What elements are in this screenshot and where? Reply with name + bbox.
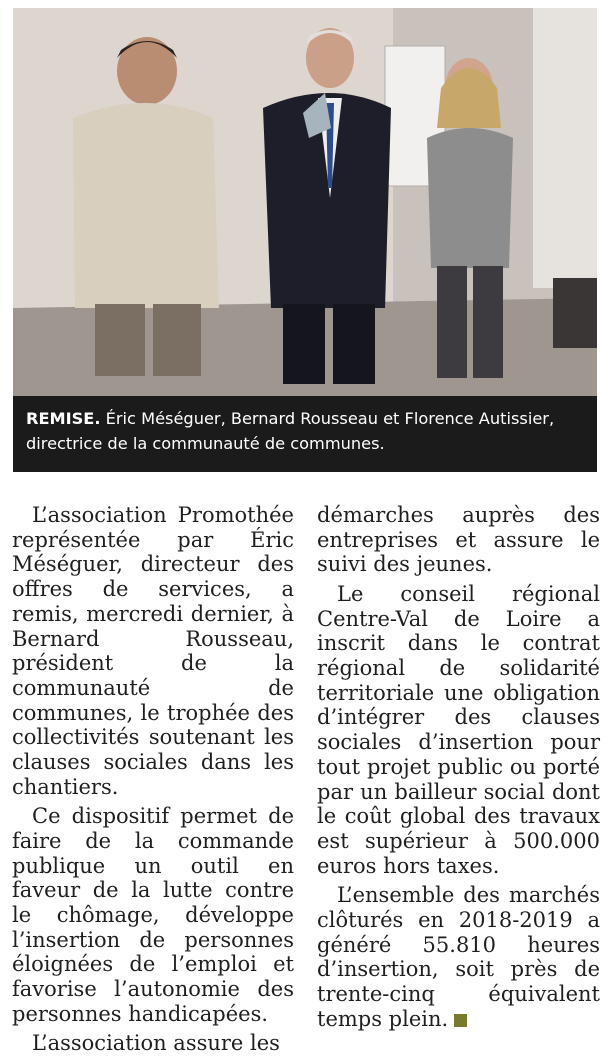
- article-column-right: [317, 503, 600, 1036]
- article-paragraph: démarches auprès des entreprises et assure le suivi des jeunes.: [317, 503, 600, 577]
- caption-lead: REMISE.: [26, 409, 101, 428]
- caption-text: Éric Méséguer, Bernard Rousseau et Florence Autissier, directrice de la communauté de communes.: [26, 409, 555, 453]
- article-paragraph: Le conseil régional Centre-Val de Loire a inscrit dans le contrat régional de solidarité territoriale une obligation d’intégrer des clauses sociales d’insertion pour tout projet public ou porté par un bailleur social dont le coût global des travaux est supérieur à 500.000 euros hors taxes.: [317, 581, 600, 878]
- article-paragraph: L’association Promothée représentée par Éric Méséguer, directeur des offres de services, a remis, mercredi dernier, à Bernard Rousseau, président de la communauté de communes, le trophée des collectivités soutenant les clauses sociales dans les chantiers.: [12, 503, 294, 799]
- article-paragraph-text: L’ensemble des marchés clôturés en 2018-2019 a généré 55.810 heures d’insertion, soit près de trente-cinq équivalent temps plein.: [317, 883, 600, 1031]
- photo-caption: [26, 406, 586, 456]
- article-column-left: [12, 503, 294, 1061]
- news-photo: [13, 8, 597, 396]
- end-of-article-square-icon: [454, 1014, 467, 1027]
- article-paragraph: L’association assure les: [32, 1031, 280, 1056]
- article-paragraph-last: [317, 883, 600, 1031]
- photo-block: [13, 8, 597, 472]
- article-paragraph: Ce dispositif permet de faire de la commande publique un outil en faveur de la lutte contre le chômage, développe l’insertion de personnes éloignées de l’emploi et favorise l’autonomie des personnes handicapées.: [12, 804, 294, 1026]
